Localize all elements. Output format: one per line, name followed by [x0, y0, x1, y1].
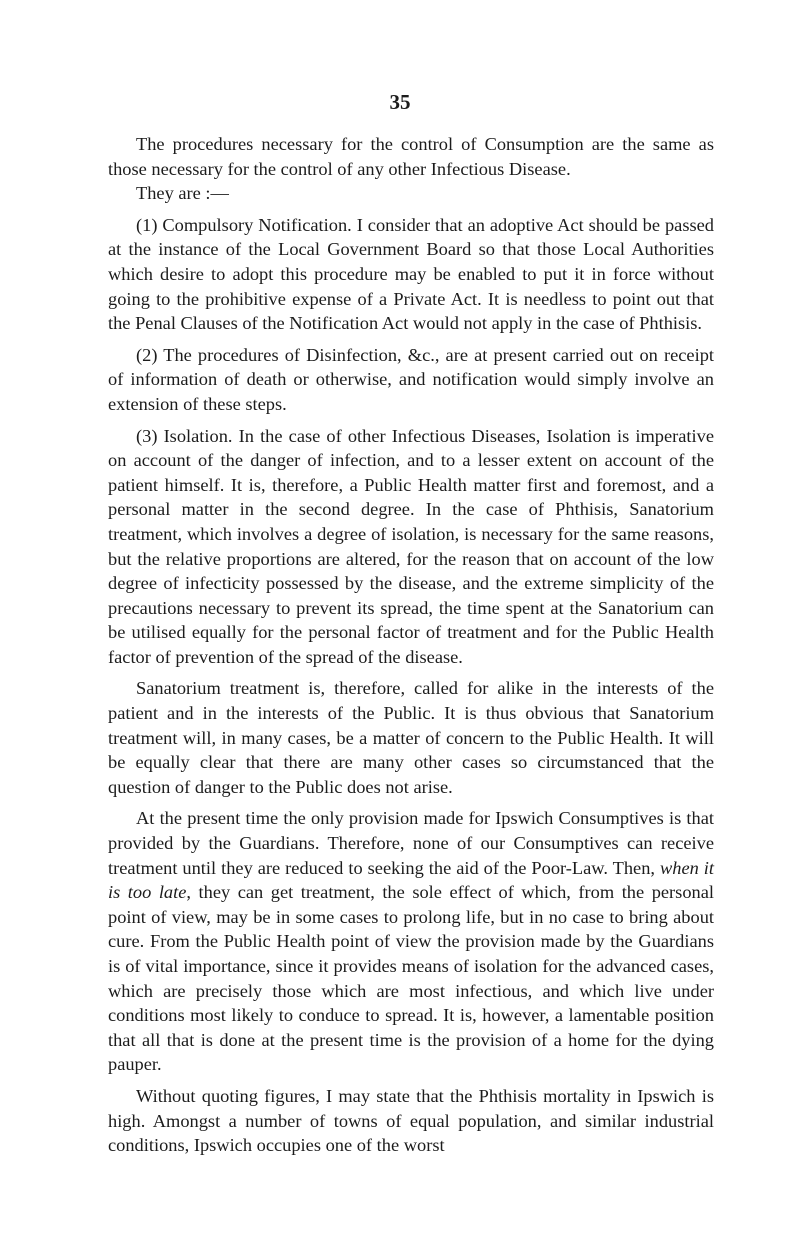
paragraph-text-before: At the present time the only provision made for Ipswich Consumptives is that provided by the Guardians. Therefore, none of our Consumptives can receive treatment until they are reduced to seeking the aid of the Poor-Law. Then, — [108, 808, 714, 878]
document-body — [108, 132, 714, 1165]
paragraph-isolation: (3) Isolation. In the case of other Infectious Diseases, Isolation is imperative on account of the danger of infection, and to a lesser extent on account of the patient himself. It is, therefore, a Public Health matter first and foremost, and a personal matter in the second degree. In the case of Phthisis, Sanatorium treatment, which involves a degree of isolation, is necessary for the same reasons, but the relative proportions are altered, for the reason that on account of the low degree of infecticity possessed by the disease, and the extreme simplicity of the precautions necessary to prevent its spread, the time spent at the Sanatorium can be utilised equally for the personal factor of treatment and for the Public Health factor of prevention of the spread of the disease. — [108, 425, 714, 667]
paragraph-they-are: They are :— — [136, 183, 229, 204]
paragraph-sanatorium-treatment: Sanatorium treatment is, therefore, called for alike in the interests of the patient and in the interests of the Public. It is thus obvious that Sanatorium treatment will, in many cases, be a matter of concern to the Public Health. It will be equally clear that there are many other cases so circumstanced that the question of danger to the Public does not arise. — [108, 678, 714, 797]
paragraph-intro: The procedures necessary for the control of Consumption are the same as those necessary for the control of any other Infectious Disease. — [108, 134, 714, 179]
paragraph-compulsory-notification: (1) Compulsory Notification. I consider that an adoptive Act should be passed at the instance of the Local Government Board so that those Local Authorities which desire to adopt this procedure may be enabled to put it in force without going to the prohibitive expense of a Private Act. It is needless to point out that the Penal Clauses of the Notification Act would not apply in the case of Phthisis. — [108, 214, 714, 334]
paragraph-text-after: , they can get treatment, the sole effect of which, from the personal point of view, may be in some cases to prolong life, but in no case to bring about cure. From the Public Health point of view the provision made by the Guardians is of vital importance, since it provides means of isolation for the advanced cases, which are precisely those which are most infectious, and which live under conditions most likely to conduce to spread. It is, however, a lamentable position that all that is done at the present time is the provision of a home for the dying pauper. — [108, 882, 714, 1075]
paragraph-present-provision — [108, 806, 714, 1077]
paragraph-disinfection: (2) The procedures of Disinfection, &c., are at present carried out on receipt of information of death or otherwise, and notification would simply involve an extension of these steps. — [108, 344, 714, 414]
paragraph-mortality: Without quoting figures, I may state that the Phthisis mortality in Ipswich is high. Amongst a number of towns of equal population, and similar industrial conditions, Ipswich occupies one of the worst — [108, 1085, 714, 1156]
emphasis-text: when it is too late — [108, 857, 714, 903]
page-number: 35 — [389, 90, 411, 114]
